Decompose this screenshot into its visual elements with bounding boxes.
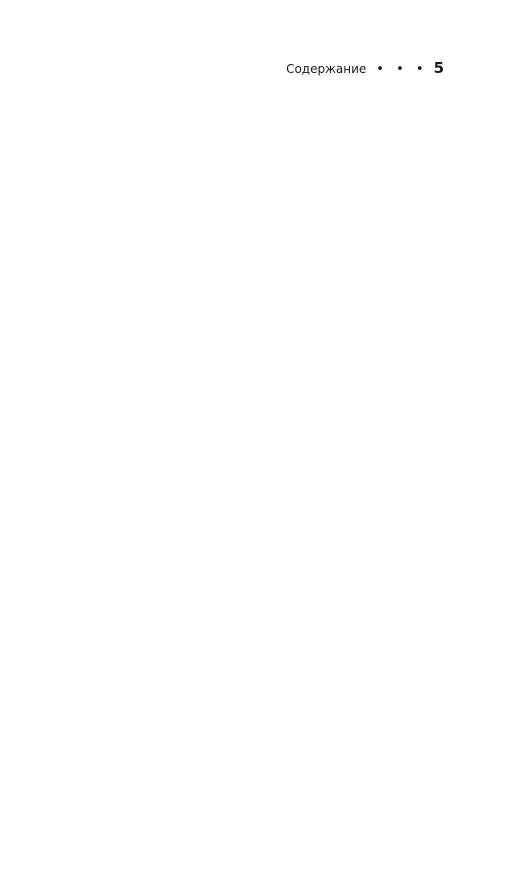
page-number: 5 xyxy=(433,59,444,77)
section-title: Содержание xyxy=(286,62,367,76)
running-head xyxy=(0,60,444,78)
ornament-bullets: • • • xyxy=(376,62,428,77)
table-of-contents xyxy=(62,92,445,700)
toc-entry-page xyxy=(62,92,506,885)
toc-entry xyxy=(62,677,445,700)
